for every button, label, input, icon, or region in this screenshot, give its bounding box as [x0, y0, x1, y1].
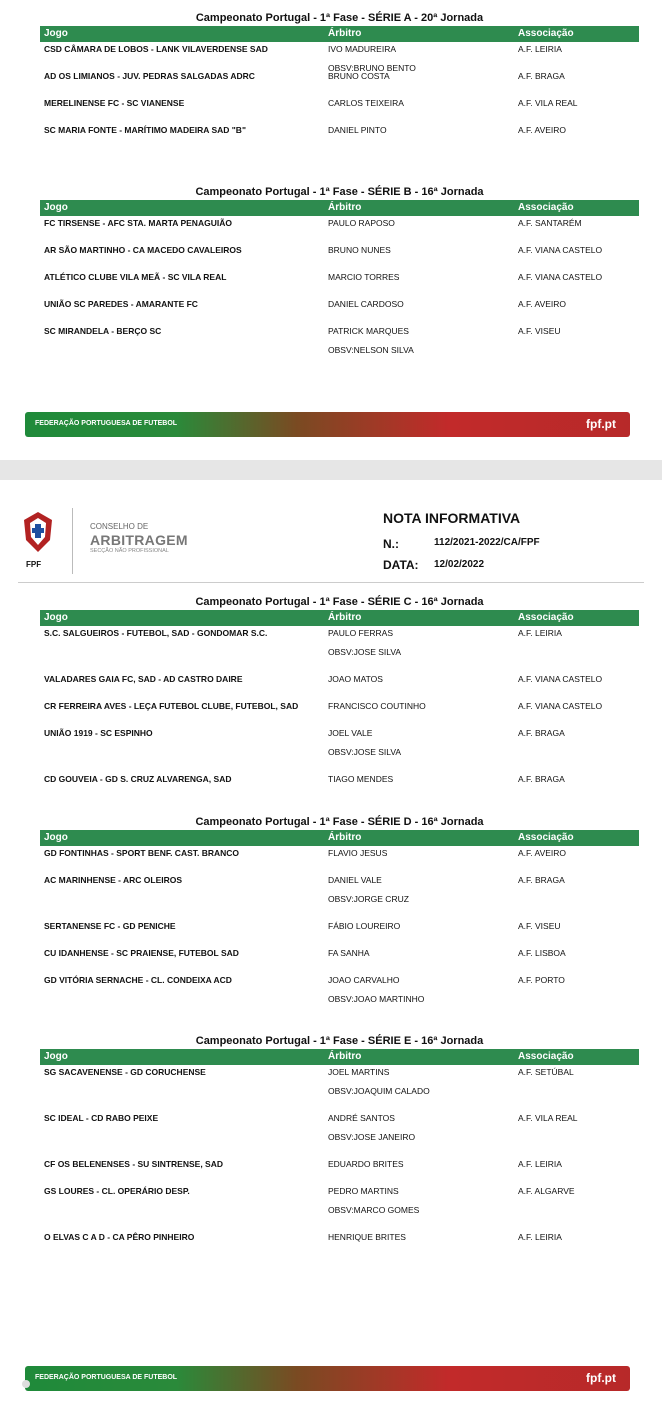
section-title: Campeonato Portugal - 1ª Fase - SÉRIE C - 16ª Jornada — [195, 596, 484, 608]
header-associacao: Associação — [518, 1051, 574, 1062]
referee-cell: FÁBIO LOUREIRO — [328, 921, 401, 931]
nota-number-value: 112/2021-2022/CA/FPF — [434, 537, 540, 548]
match-cell: SC MIRANDELA - BERÇO SC — [44, 326, 162, 336]
header-jogo: Jogo — [44, 612, 68, 623]
association-cell: A.F. LEIRIA — [518, 628, 562, 638]
referee-cell: EDUARDO BRITES — [328, 1159, 404, 1169]
table-row — [40, 243, 639, 270]
association-cell: A.F. SANTARÉM — [518, 218, 582, 228]
table-row — [40, 42, 639, 73]
observer-cell: OBSV:JOAO MARTINHO — [328, 994, 425, 1004]
table-header — [40, 26, 639, 42]
table-row — [40, 69, 639, 96]
page-2 — [0, 480, 662, 1420]
match-cell: CU IDANHENSE - SC PRAIENSE, FUTEBOL SAD — [44, 948, 239, 958]
table-row — [40, 873, 639, 919]
section-serie-e — [40, 1033, 639, 1257]
fpf-crest-icon — [22, 510, 54, 554]
referee-cell: PAULO RAPOSO — [328, 218, 395, 228]
association-cell: A.F. LEIRIA — [518, 44, 562, 54]
observer-cell: OBSV:JOSE SILVA — [328, 747, 402, 757]
table-row — [40, 123, 639, 150]
footer-federation-text: FEDERAÇÃO PORTUGUESA DE FUTEBOL — [35, 1374, 178, 1381]
referee-cell: JOEL VALE — [328, 728, 373, 738]
table-row — [40, 946, 639, 973]
match-cell: ATLÉTICO CLUBE VILA MEÃ - SC VILA REAL — [44, 272, 227, 282]
referee-cell: IVO MADUREIRA — [328, 44, 397, 54]
observer-cell: OBSV:JORGE CRUZ — [328, 894, 409, 904]
match-cell: GS LOURES - CL. OPERÁRIO DESP. — [44, 1186, 190, 1196]
page-gap — [0, 460, 662, 480]
association-cell: A.F. LEIRIA — [518, 1232, 562, 1242]
table-row — [40, 297, 639, 324]
association-cell: A.F. BRAGA — [518, 875, 565, 885]
referee-cell: DANIEL PINTO — [328, 125, 387, 135]
table-row — [40, 216, 639, 243]
association-cell: A.F. AVEIRO — [518, 299, 567, 309]
table-row — [40, 1065, 639, 1111]
nota-informativa-title: NOTA INFORMATIVA — [383, 510, 521, 526]
table-row — [40, 1184, 639, 1230]
association-cell: A.F. VIANA CASTELO — [518, 674, 603, 684]
footer-fpf-link[interactable]: fpf.pt — [586, 417, 616, 431]
match-cell: VALADARES GAIA FC, SAD - AD CASTRO DAIRE — [44, 674, 243, 684]
referee-cell: PEDRO MARTINS — [328, 1186, 399, 1196]
association-cell: A.F. BRAGA — [518, 774, 565, 784]
match-cell: CD GOUVEIA - GD S. CRUZ ALVARENGA, SAD — [44, 774, 232, 784]
header-arbitro: Árbitro — [328, 202, 362, 213]
section-title: Campeonato Portugal - 1ª Fase - SÉRIE A - 20ª Jornada — [195, 12, 484, 24]
observer-cell: OBSV:JOAQUIM CALADO — [328, 1086, 430, 1096]
association-cell: A.F. SETÚBAL — [518, 1067, 574, 1077]
association-cell: A.F. PORTO — [518, 975, 565, 985]
letterhead-divider — [72, 508, 73, 574]
match-cell: SC MARIA FONTE - MARÍTIMO MADEIRA SAD "B" — [44, 125, 246, 135]
section-title: Campeonato Portugal - 1ª Fase - SÉRIE E - 16ª Jornada — [195, 1035, 484, 1047]
table-row — [40, 699, 639, 726]
header-arbitro: Árbitro — [328, 28, 362, 39]
referee-cell: FA SANHA — [328, 948, 370, 958]
table-row — [40, 919, 639, 946]
section-serie-c — [40, 594, 639, 799]
match-cell: CF OS BELENENSES - SU SINTRENSE, SAD — [44, 1159, 223, 1169]
footer-fpf-link[interactable]: fpf.pt — [586, 1371, 616, 1385]
table-row — [40, 1111, 639, 1157]
association-cell: A.F. VIANA CASTELO — [518, 272, 603, 282]
header-arbitro: Árbitro — [328, 612, 362, 623]
referee-cell: JOAO MATOS — [328, 674, 383, 684]
association-cell: A.F. AVEIRO — [518, 848, 567, 858]
table-row — [40, 672, 639, 699]
footer-banner — [25, 412, 630, 437]
section-title: Campeonato Portugal - 1ª Fase - SÉRIE D - 16ª Jornada — [195, 816, 484, 828]
observer-cell: OBSV:MARCO GOMES — [328, 1205, 420, 1215]
footer-federation-text: FEDERAÇÃO PORTUGUESA DE FUTEBOL — [35, 420, 178, 427]
match-cell: CSD CÂMARA DE LOBOS - LANK VILAVERDENSE SAD — [44, 44, 268, 54]
match-cell: AD OS LIMIANOS - JUV. PEDRAS SALGADAS ADRC — [44, 71, 255, 81]
referee-cell: TIAGO MENDES — [328, 774, 394, 784]
referee-cell: MARCIO TORRES — [328, 272, 400, 282]
fpf-logo-label: FPF — [26, 560, 42, 569]
association-cell: A.F. VISEU — [518, 326, 561, 336]
section-title: Campeonato Portugal - 1ª Fase - SÉRIE B - 16ª Jornada — [195, 186, 484, 198]
table-row — [40, 324, 639, 364]
referee-cell: DANIEL VALE — [328, 875, 382, 885]
header-jogo: Jogo — [44, 202, 68, 213]
match-cell: AR SÃO MARTINHO - CA MACEDO CAVALEIROS — [44, 245, 242, 255]
header-arbitro: Árbitro — [328, 832, 362, 843]
match-cell: SG SACAVENENSE - GD CORUCHENSE — [44, 1067, 206, 1077]
section-serie-a — [40, 10, 639, 150]
table-header — [40, 200, 639, 216]
referee-cell: FRANCISCO COUTINHO — [328, 701, 426, 711]
match-cell: UNIÃO SC PAREDES - AMARANTE FC — [44, 299, 198, 309]
header-associacao: Associação — [518, 202, 574, 213]
match-cell: AC MARINHENSE - ARC OLEIROS — [44, 875, 183, 885]
referee-cell: PATRICK MARQUES — [328, 326, 409, 336]
referee-cell: HENRIQUE BRITES — [328, 1232, 406, 1242]
association-cell: A.F. BRAGA — [518, 71, 565, 81]
observer-cell: OBSV:BRUNO BENTO — [328, 63, 416, 73]
association-cell: A.F. VILA REAL — [518, 1113, 578, 1123]
footer-banner-2 — [25, 1366, 630, 1391]
letterhead-rule — [18, 582, 644, 583]
referee-cell: BRUNO COSTA — [328, 71, 390, 81]
match-cell: SC IDEAL - CD RABO PEIXE — [44, 1113, 159, 1123]
nota-date-label: DATA: — [383, 558, 419, 572]
table-row — [40, 270, 639, 297]
association-cell: A.F. ALGARVE — [518, 1186, 575, 1196]
page-1 — [0, 0, 662, 460]
header-arbitro: Árbitro — [328, 1051, 362, 1062]
association-cell: A.F. VILA REAL — [518, 98, 578, 108]
observer-cell: OBSV:JOSE SILVA — [328, 647, 402, 657]
association-cell: A.F. LEIRIA — [518, 1159, 562, 1169]
table-row — [40, 626, 639, 672]
table-row — [40, 726, 639, 772]
match-cell: S.C. SALGUEIROS - FUTEBOL, SAD - GONDOMAR S.C. — [44, 628, 268, 638]
referee-cell: CARLOS TEIXEIRA — [328, 98, 404, 108]
referee-cell: JOEL MARTINS — [328, 1067, 390, 1077]
table-row — [40, 1157, 639, 1184]
match-cell: FC TIRSENSE - AFC STA. MARTA PENAGUIÃO — [44, 218, 232, 228]
referee-cell: PAULO FERRAS — [328, 628, 394, 638]
nota-number-label: N.: — [383, 537, 399, 551]
header-jogo: Jogo — [44, 832, 68, 843]
association-cell: A.F. VIANA CASTELO — [518, 701, 603, 711]
header-associacao: Associação — [518, 832, 574, 843]
association-cell: A.F. VISEU — [518, 921, 561, 931]
nota-date-value: 12/02/2022 — [434, 559, 485, 570]
table-row — [40, 846, 639, 873]
seccao-label: SECÇÃO NÃO PROFISSIONAL — [90, 548, 169, 554]
header-jogo: Jogo — [44, 28, 68, 39]
header-associacao: Associação — [518, 612, 574, 623]
match-cell: UNIÃO 1919 - SC ESPINHO — [44, 728, 153, 738]
table-header — [40, 610, 639, 626]
section-serie-b — [40, 184, 639, 364]
table-header — [40, 830, 639, 846]
table-header — [40, 1049, 639, 1065]
observer-cell: OBSV:NELSON SILVA — [328, 345, 414, 355]
association-cell: A.F. LISBOA — [518, 948, 566, 958]
match-cell: GD VITÓRIA SERNACHE - CL. CONDEIXA ACD — [44, 975, 232, 985]
conselho-label: CONSELHO DE — [90, 522, 149, 531]
match-cell: SERTANENSE FC - GD PENICHE — [44, 921, 176, 931]
referee-cell: BRUNO NUNES — [328, 245, 391, 255]
observer-cell: OBSV:JOSE JANEIRO — [328, 1132, 416, 1142]
header-jogo: Jogo — [44, 1051, 68, 1062]
arbitragem-label: ARBITRAGEM — [90, 532, 188, 548]
association-cell: A.F. VIANA CASTELO — [518, 245, 603, 255]
referee-cell: DANIEL CARDOSO — [328, 299, 404, 309]
table-row — [40, 772, 639, 799]
association-cell: A.F. AVEIRO — [518, 125, 567, 135]
match-cell: GD FONTINHAS - SPORT BENF. CAST. BRANCO — [44, 848, 240, 858]
table-row — [40, 96, 639, 123]
scroll-dot — [22, 1380, 30, 1388]
section-serie-d — [40, 814, 639, 1019]
referee-cell: ANDRÉ SANTOS — [328, 1113, 395, 1123]
referee-cell: JOAO CARVALHO — [328, 975, 400, 985]
referee-cell: FLAVIO JESUS — [328, 848, 388, 858]
table-row — [40, 973, 639, 1019]
header-associacao: Associação — [518, 28, 574, 39]
match-cell: O ELVAS C A D - CA PÊRO PINHEIRO — [44, 1232, 195, 1242]
association-cell: A.F. BRAGA — [518, 728, 565, 738]
match-cell: MERELINENSE FC - SC VIANENSE — [44, 98, 185, 108]
match-cell: CR FERREIRA AVES - LEÇA FUTEBOL CLUBE, FUTEBOL, SAD — [44, 701, 299, 711]
table-row — [40, 1230, 639, 1257]
